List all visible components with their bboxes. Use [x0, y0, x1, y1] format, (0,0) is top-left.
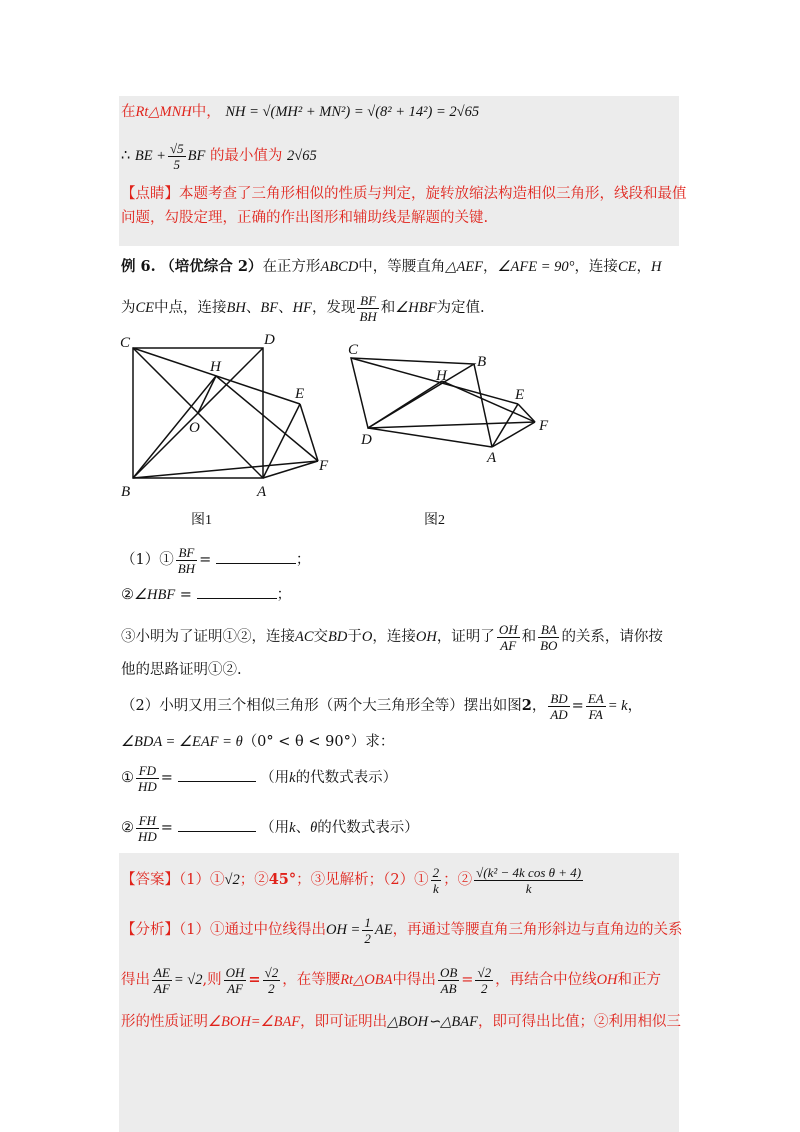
analysis-label: 【分析】 — [121, 922, 179, 938]
figure-1-caption: 图1 — [191, 513, 212, 528]
analysis-line-2: 得出 $\frac{AE}{AF}$ = √2,则 $\frac{OH}{AF}$ = $\frac{√2}{2}$ ，在等腰Rt△OBA中得出 $\frac{OB}{AB}$ = $\frac{√2}{2}$ ，再结合中位线OH和正方 — [121, 964, 662, 996]
answer-label: 【答案】 — [121, 872, 179, 888]
answer-blank-1[interactable] — [216, 551, 296, 564]
example-intro-2: 为CE中点，连接BH、BF、HF，发现 $\frac{BF}{BH}$ 和∠HBF为定值. — [121, 292, 485, 324]
answer-blank-4[interactable] — [178, 819, 256, 832]
solution-line-1: 在Rt△MNH中， NH = √(MH² + MN²) = √(8² + 14²) = 2√65 — [121, 104, 480, 120]
question-2-condition: ∠BDA = ∠EAF = θ（0° < θ < 90°）求： — [121, 734, 395, 750]
fig2-label-c: C — [348, 342, 359, 358]
fig2-label-h: H — [436, 368, 447, 384]
question-2-2: ② $\frac{FH}{HD}$ = （用k、θ的代数式表示） — [121, 812, 419, 844]
fig2-label-f: F — [539, 418, 549, 434]
comment-line-2: 问题，勾股定理，正确的作出图形和辅助线是解题的关键. — [121, 210, 489, 226]
fig2-label-e: E — [515, 387, 525, 403]
analysis-line-3: 形的性质证明∠BOH=∠BAF，即可证明出△BOH∽△BAF，即可得出比值；②利用相似三 — [121, 1014, 681, 1030]
solution-line-2: ∴ BE + $\frac{√5}{5}$ BF 的最小值为 2√65 — [121, 140, 317, 172]
fig1-label-d: D — [264, 332, 275, 348]
fig2-label-a: A — [487, 450, 497, 465]
fig1-label-c: C — [120, 335, 131, 351]
question-1-1: （1）① $\frac{BF}{BH}$ = ； — [121, 544, 311, 576]
fig2-label-d: D — [361, 432, 372, 448]
comment-label: 【点睛】 — [121, 186, 179, 202]
example-intro-1: 例 6. （培优综合 2）在正方形ABCD中，等腰直角△AEF，∠AFE = 90°，连接CE，H — [121, 258, 662, 275]
analysis-line-1: 【分析】（1）①通过中位线得出OH = $\frac{1}{2}$ AE，再通过等腰直角三角形斜边与直角边的关系 — [121, 914, 683, 946]
comment-line-1: 【点睛】本题考查了三角形相似的性质与判定，旋转放缩法构造相似三角形，线段和最值 — [121, 186, 687, 202]
fig1-label-o: O — [189, 420, 200, 436]
question-1-3: ③小明为了证明①②，连接AC交BD于O，连接OH，证明了 $\frac{OH}{AF}$ 和 $\frac{BA}{BO}$ 的关系，请你按 — [121, 621, 663, 653]
question-2-1: ① $\frac{FD}{HD}$ = （用k的代数式表示） — [121, 762, 398, 794]
nh-formula: NH = √(MH² + MN²) = √(8² + 14²) = 2√65 — [225, 104, 480, 120]
question-2-intro: （2）小明又用三个相似三角形（两个大三角形全等）摆出如图2， $\frac{BD}{AD}$ = $\frac{EA}{FA}$ = k， — [121, 690, 643, 722]
answer-line: 【答案】（1）①√2；②45°；③见解析；（2）① $\frac{2}{k}$ ；② $\frac{\text{√(k² − 4k cos θ + 4)}}{k}$ — [121, 864, 582, 896]
fig2-label-b: B — [477, 354, 487, 370]
question-1-3-cont: 他的思路证明①②. — [121, 662, 242, 678]
figure-1 — [115, 330, 345, 505]
figure-2-caption: 图2 — [424, 513, 445, 528]
answer-blank-2[interactable] — [197, 586, 277, 599]
fig1-label-e: E — [295, 386, 305, 402]
example-label: 例 6. — [121, 258, 156, 275]
figure-2 — [345, 335, 560, 465]
fig1-label-a: A — [257, 484, 267, 500]
fig1-label-f: F — [319, 458, 329, 474]
answer-blank-3[interactable] — [178, 769, 256, 782]
question-1-2: ②∠HBF = ； — [121, 587, 292, 603]
fig1-label-b: B — [121, 484, 131, 500]
fig1-label-h: H — [210, 359, 221, 375]
